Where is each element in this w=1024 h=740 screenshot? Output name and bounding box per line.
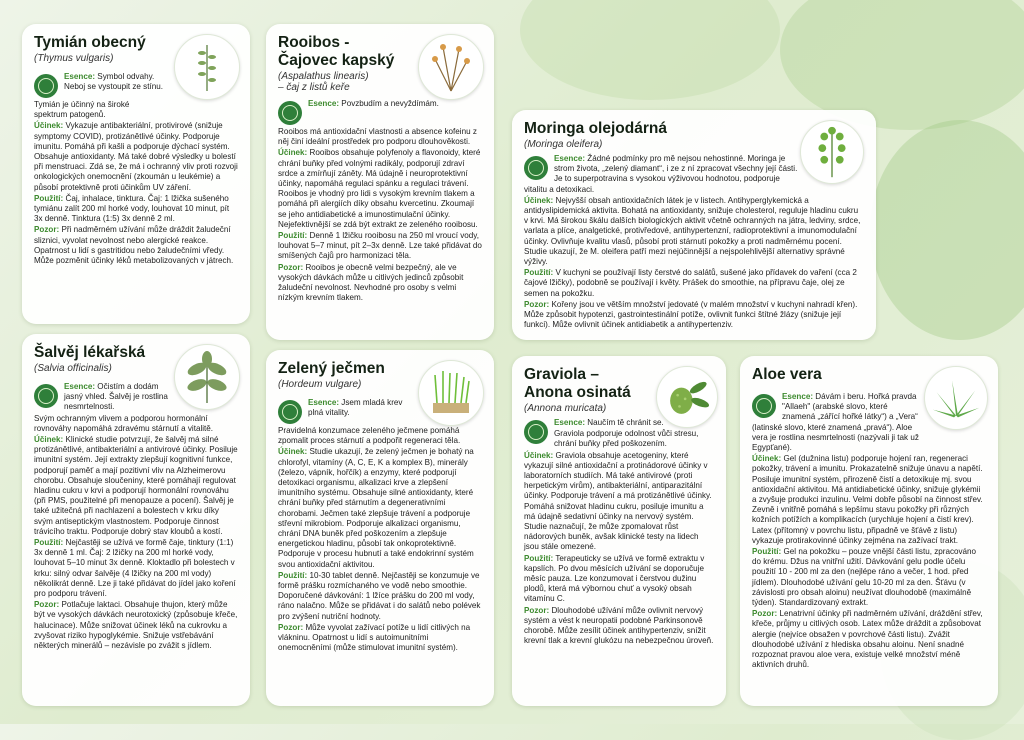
intro-text: Rooibos má antioxidační vlastnosti a absence kofeinu z něj činí ideální prostředek pro podporu dlouhověkosti. (278, 127, 477, 147)
effect-text: Graviola obsahuje acetogeniny, které vykazují silné antioxidační a protinádorové účinky v laboratorních studiích. Má také antivirové (proti herpetickým virům), antibakteriální, antiparazitální účinky. Podporuje trávení a má protizánětlivé účinky. Pomáhá snižovat hladinu cukru, posiluje imunitu a má údajně sedativní účinky na nervový systém. Studie naznačují, že může zpomalovat růst nádorových buněk, avšak klinické testy na lidech jsou stále omezené. (524, 450, 712, 552)
sage-thumbnail-icon (174, 344, 240, 410)
card-title: Rooibos - Čajovec kapský (278, 34, 395, 69)
essence-label: Esence: (64, 72, 96, 81)
usage-label: Použití: (524, 553, 554, 563)
effect-label: Účinek: (524, 195, 554, 205)
card-title: Aloe vera (752, 366, 822, 383)
essence-text: Dávám i beru. Hořká pravda "Allaeh" (arabské slovo, které znamená „zářící hořké látky“) a „Vera“ (latinské slovo, které znamená „pravá“). Aloe vera je rostlina nesmrtelnosti (nazývali ji tak už Egypťané). (752, 392, 919, 453)
essence-text: Symbol odvahy. Neboj se vystoupit ze stínu. (64, 72, 163, 92)
essence-label: Esence: (308, 398, 340, 407)
badge-logo-icon (524, 156, 548, 180)
badge-logo-icon (752, 394, 776, 418)
badge-logo-icon (524, 420, 548, 444)
barley-thumbnail-icon (418, 360, 484, 426)
latin-name: (Moringa oleifera) (524, 139, 603, 150)
usage-label: Použití: (524, 268, 554, 278)
usage-text: Denně 1 lžičku rooibosu na 250 ml vroucí vody, louhovat 5–7 minut, pít 2–3x denně. Lze také přidávat do smíšených čajů pro harmonizaci těla. (278, 231, 482, 261)
badge-logo-icon (34, 74, 58, 98)
latin-name: (Annona muricata) (524, 403, 607, 414)
card-barley (266, 350, 494, 706)
usage-label: Použití: (34, 538, 64, 548)
effect-text: Vykazuje antibakteriální, protivirové (snižuje symptomy COVID), protizánětlivé účinky. Podporuje imunitu. Pomáhá při kašli a podporuje dýchací systém. Obsahuje antioxidanty. Má také dobré výsledky u bolestí při menstruaci. Zdá se, že má i ochranný vliv proti rozvoji onkologických onemocnění (zkoumán u leukémie) a působí protektivně proti účinkům UV záření. (34, 121, 238, 192)
caution-label: Pozor: (752, 609, 778, 619)
usage-label: Použití: (278, 570, 308, 580)
caution-label: Pozor: (34, 225, 60, 235)
badge-logo-icon (278, 400, 302, 424)
card-moringa (512, 110, 876, 340)
latin-name: (Aspalathus linearis) (278, 71, 369, 82)
badge-logo-icon (34, 384, 58, 408)
rooibos-thumbnail-icon (418, 34, 484, 100)
caution-label: Pozor: (278, 622, 304, 632)
card-title: Tymián obecný (34, 34, 146, 51)
usage-text: Terapeuticky se užívá ve formě extraktu v kapslích. Po dvou měsících užívání se doporučuje měsíc pauza. Lze konzumovat i čerstvou dužinu plodů, která má výbornou chuť a vysoký obsah vitamínu C. (524, 553, 705, 604)
effect-label: Účinek: (34, 121, 64, 131)
essence-text: Očistím a dodám jasný vhled. Šalvěj je rostlina nesmrtelnosti. (64, 382, 168, 412)
usage-text: V kuchyni se používají listy čerstvé do salátů, sušené jako přídavek do vaření (cca 2 čajové lžičky), podobně se používají i květy. Prášek do smoothie, na přípravu čaje, olej ze semen na pokožku. (524, 268, 857, 298)
effect-text: Rooibos obsahuje polyfenoly a flavonoidy, které chrání buňky před volnými radikály, podporují zdraví srdce a zmírňují záněty. Má údajně i neuroprotektivní účinky, napomáhá regulaci spánku a regulaci trávení. Rooibos je vhodný pro lidi s vysokým krevním tlakem a pomáhá při alergiích díky obsahu kvercetinu. Zkoumají se jeho antidiabetické a imunostimulační účinky. Nejefektivnější se zdá být extrakt ze zeleného rooibosu. (278, 148, 481, 229)
intro-text: Tymián je účinný na široké spektrum patogenů. (34, 100, 130, 120)
effect-text: Gel (dužnina listu) podporuje hojení ran, regeneraci pokožky, trávení a imunitu. Prokazatelně snižuje únavu a napětí. Posiluje imunitní systém, přirozeně čistí a detoxikuje mj. svou antioxidační aktivitou. Má antidiabetické účinky, snižuje glykémii a zvyšuje produkci inzulinu. Velmi dobře působí na činnost střev. Zevně i vnitřně pomáhá s lepšímu stavu pokožky při různých kožních potížích a komplikacích (urychluje hojení a čistí krev). Latex (přítomný v povrchu listu, připadně ve šťávě z listu) vykazuje protirakovinné účinky zejména na zažívací trakt. (752, 454, 983, 545)
caution-text: Při nadměrném užívání může dráždit žaludeční sliznici, vyvolat nevolnost nebo alergické reakce. Opatrnost u lidí s gastritidou nebo žaludečními vředy. Může pozměnit účinky léků metabolizovaných v játrech. (34, 225, 234, 266)
effect-label: Účinek: (278, 447, 308, 457)
badge-logo-icon (278, 101, 302, 125)
essence-text: Povzbudím a nevyždímám. (341, 99, 439, 108)
essence-label: Esence: (782, 392, 814, 401)
background-foliage (870, 120, 1024, 340)
aloe-thumbnail-icon (924, 366, 988, 430)
caution-text: Může vyvolat zažívací potíže u lidí citlivých na vlákninu. Opatrnost u lidí s autoimunitními onemocněními (může stimulovat imunitní systém). (278, 622, 471, 653)
intro-text: Pravidelná konzumace zeleného ječmene pomáhá zpomalit proces stárnutí a podpořit regeneraci těla. (278, 426, 461, 446)
usage-text: Nejčastěji se užívá ve formě čaje, tinktury (1:1) 3x denně 1 ml. Čaj: 2 lžičky na 200 ml horké vody, louhovat 5–10 minut 3x denně. Kloktadlo při bolestech v krku: silný odvar šalvěje (4 lžičky na 200 ml vody) několikrát denně. Lze ji také přidávat do jídel jako koření pro podporu trávení. (34, 538, 236, 599)
usage-label: Použití: (278, 231, 308, 241)
effect-text: Klinické studie potvrzují, že šalvěj má silné protizánětlivé, antibakteriální a antivirové účinky. Posiluje imunitní systém. Její extrakty zlepšují kognitivní funkce, podporují paměť a mají pozitivní vliv na Alzheimerovu chorobu. Obsahuje sloučeniny, které pomáhají regulovat hladinu cukru v krvi a podporují hormonální rovnováhu (při PMS, použitelné při menopauze a pocení). Šalvěj je také užitečná při nachlazení a bolestech v krku díky svým antiseptickým vlastnostem. Podporuje činnost trávicího traktu. Podporuje dobrý stav kloubů a kostí. (34, 435, 238, 536)
latin-name: (Thymus vulgaris) (34, 53, 114, 64)
essence-label: Esence: (64, 382, 96, 391)
thyme-thumbnail-icon (174, 34, 240, 100)
usage-label: Použití: (752, 547, 782, 557)
effect-text: Nejvyšší obsah antioxidačních látek je v listech. Antihyperglykemická a antidyslipidemická aktivita. Bohatá na antioxidanty, snižuje cholesterol, reguluje hladinu cukru v krvi. Má širokou škálu dalších biologických aktivit včetně ochranných na játra, ledviny, srdce, varlata a plíce, analgetické, protivředové, antihypertenzní, radioprotektivní a imunomodulační účinky. Ovlivňuje kvalitu vlasů, působí proti stárnutí pokožky a proti nadměrnému pocení. Studie ukazují, že M. oleifera patří mezi nejúčinnější a nejspolehlivější alternativy správné výživy. (524, 195, 861, 267)
card-sage (22, 334, 250, 706)
effect-text: Studie ukazují, že zelený ječmen je bohatý na chlorofyl, vitamíny (A, C, E, K a komplex B), minerály (železo, vápník, hořčík) a enzymy, které podporují detoxikaci organismu, alkalizaci krve a zlepšení imunitního systému. Obsahuje silné antioxidanty, které chrání buňky před stárnutím a degenerativními chorobami. Ječmen také zlepšuje trávení a podporuje střevní mikrobiom. Podporuje alkalizaci organismu, chrání DNA buněk před poškozením a zlepšuje energetickou hladinu, působí tak onkoprotektivně. Podporuje v procesu hubnutí a také endokrinní systém svou antioxidační aktivitou. (278, 447, 474, 569)
essence-label: Esence: (308, 99, 340, 108)
essence-label: Esence: (554, 418, 586, 427)
moringa-thumbnail-icon (800, 120, 864, 184)
caution-text: Dlouhodobé užívání může ovlivnit nervový systém a vést k neuropatii podobné Parkinsonově chorobě. Může zesílit účinek antihypertenziv, snížit krevní tlak a krevní glukózu na nebezpečnou úroveň. (524, 605, 714, 646)
card-rooibos (266, 24, 494, 340)
effect-label: Účinek: (278, 148, 308, 158)
background-foliage (520, 0, 780, 100)
effect-label: Účinek: (34, 435, 64, 445)
subtitle: – čaj z listů keře (278, 82, 350, 93)
card-graviola (512, 356, 726, 706)
effect-label: Účinek: (752, 454, 782, 464)
essence-text: Žádné podmínky pro mě nejsou nehostinné. Moringa je strom života, „zelený diamant“, i ze z ní zpracovat všechny její části. Je to superpotravina s vysokou výživovou hodnotou, podporuje vitalitu a detoxikaci. (524, 154, 798, 194)
caution-text: Kořeny jsou ve větším množství jedovaté (v malém množství v kuchyni nahradí křen). Může způsobit hypotenzi, gastrointestinální potíže, ovlivnit funkci štítné žlázy (snižuje její funkci). Může ovlivnit účinek antidiabetik a antihypertenziv. (524, 299, 858, 330)
card-thyme (22, 24, 250, 324)
card-title: Zelený ječmen (278, 360, 385, 377)
essence-text: Naučím tě chránit se. (587, 418, 664, 427)
effect-label: Účinek: (524, 450, 554, 460)
usage-text: Čaj, inhalace, tinktura. Čaj: 1 lžička sušeného tymiánu zalít 200 ml horké vody, louhovat 10 minut, pít 3x denně. Tinktura (1:5) 3x denně 2 ml. (34, 193, 230, 224)
caution-text: Lenatrivní účinky při nadměrném užívání, dráždění střev, křeče, průjmy u citlivých osob. Latex může dráždit a způsobovat alergie (nejvíce obsažen v povrchové části listu). Zvážit dlouhodobé užívání z hlediska obsahu aloinu. Není snadné rozpoznat pravou aloe vera, existuje velké množství méně aktivních druhů. (752, 609, 983, 670)
caution-text: Potlačuje laktaci. Obsahuje thujon, který může být ve vysokých dávkách neurotoxický (způsobuje křeče, halucinace). Může snižovat účinek léků na cukrovku a zvyšovat riziko hypoglykémie. Snižuje vstřebávání některých minerálů – nezávisle po zvážit s jídlem. (34, 600, 238, 651)
latin-name: (Hordeum vulgare) (278, 379, 362, 390)
graviola-thumbnail-icon (656, 366, 718, 428)
essence-text: Jsem mladá krev plná vitality. (308, 398, 403, 418)
intro-text: Graviola podporuje odolnost vůči stresu, chrání buňky před poškozením. (554, 429, 699, 449)
caution-label: Pozor: (524, 605, 550, 615)
card-aloe (740, 356, 998, 706)
caution-label: Pozor: (278, 262, 304, 272)
usage-text: Gel na pokožku – pouze vnější části listu, zpracováno do krému. Džus na vnitřní užití. Dávkování gelu podle účelu použití 10 - 200 ml za den (nejlépe ráno a večer, 1 hod. před jídlem). Dlouhodobé užívání gelu 10-20 ml za den. Šťávu (v závislosti pro obsah aloinu) neužívat dlouhodobě (maximálně týden). Standardizovaný extrakt. (752, 547, 977, 608)
caution-label: Pozor: (34, 600, 60, 610)
card-title: Graviola – Anona osinatá (524, 366, 631, 401)
usage-label: Použití: (34, 193, 64, 203)
usage-text: 10-30 tablet denně. Nejčastěji se konzumuje ve formě prášku rozmíchaného ve vodě nebo smoothie. Doporučené dávkování: 1 lžíce prášku do 200 ml vody, ráno nalačno. Může se přidávat i do salátů nebo polévek pro zvýšení nutriční hodnoty. (278, 570, 481, 621)
caution-text: Rooibos je obecně velmi bezpečný, ale ve vysokých dávkách může u citlivých jedinců způsobit žaludeční nevolnost. Nevhodné pro osoby s velmi nízkým krevním tlakem. (278, 262, 464, 303)
caution-label: Pozor: (524, 299, 550, 309)
essence-label: Esence: (554, 154, 586, 163)
intro-text: Svým ochranným vlivem a podporou hormonální rovnováhy napomáhá zdravému stárnutí a vitalitě. (34, 413, 214, 433)
card-title: Moringa olejodárná (524, 120, 667, 137)
card-title: Šalvěj lékařská (34, 344, 146, 361)
latin-name: (Salvia officinalis) (34, 363, 112, 374)
